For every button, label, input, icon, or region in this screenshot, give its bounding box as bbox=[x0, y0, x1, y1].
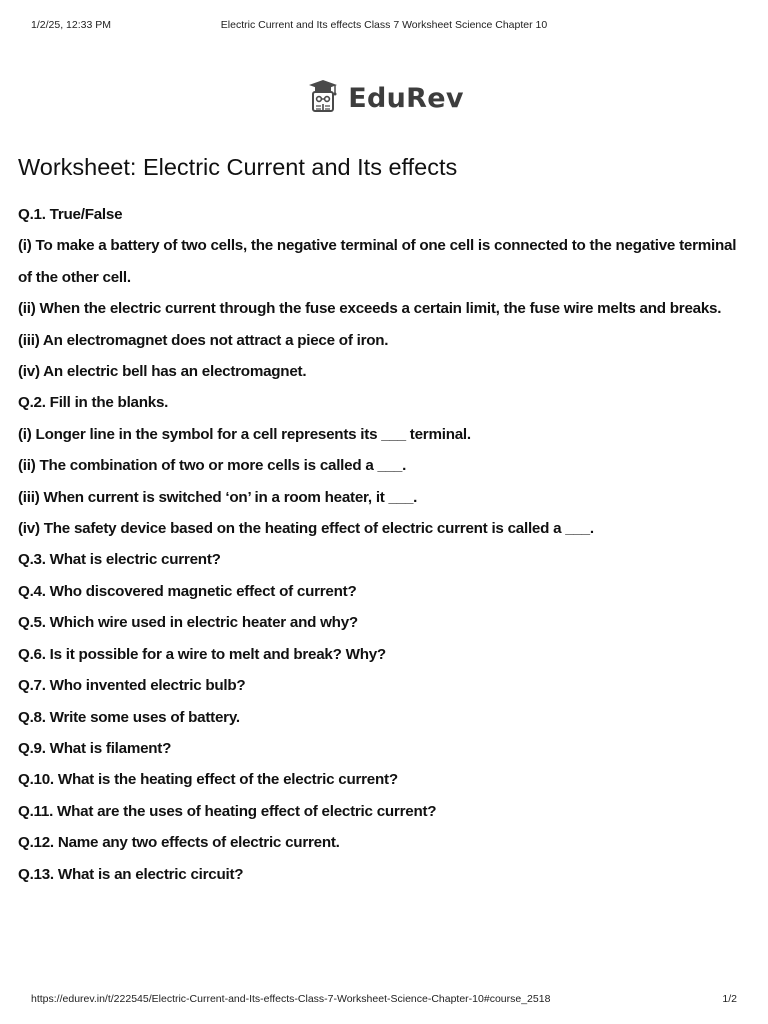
question-heading: Q.10. What is the heating effect of the electric current? bbox=[18, 771, 398, 789]
print-header bbox=[0, 19, 768, 33]
question-item: (iii) An electromagnet does not attract a piece of iron. bbox=[18, 331, 389, 349]
print-document-title: Electric Current and Its effects Class 7 Worksheet Science Chapter 10 bbox=[220, 19, 548, 31]
question-heading: Q.1. True/False bbox=[18, 206, 123, 223]
question-item: (iv) An electric bell has an electromagnet. bbox=[18, 363, 307, 381]
edurev-logo[interactable] bbox=[0, 78, 768, 118]
question-heading: Q.4. Who discovered magnetic effect of current? bbox=[18, 582, 357, 600]
graduate-book-icon bbox=[304, 78, 348, 119]
question-heading: Q.3. What is electric current? bbox=[18, 551, 221, 569]
question-heading: Q.6. Is it possible for a wire to melt and break? Why? bbox=[18, 645, 386, 663]
page-number: 1/2 bbox=[722, 993, 737, 1005]
question-item: (ii) The combination of two or more cells is called a ___. bbox=[18, 457, 407, 475]
question-item: (iii) When current is switched ‘on’ in a room heater, it ___. bbox=[18, 488, 418, 506]
question-heading: Q.5. Which wire used in electric heater and why? bbox=[18, 614, 358, 632]
logo-text: EduRev bbox=[348, 82, 464, 114]
question-item: (i) Longer line in the symbol for a cell represents its ___ terminal. bbox=[18, 425, 471, 443]
print-footer bbox=[0, 993, 768, 1007]
question-heading: Q.11. What are the uses of heating effect of electric current? bbox=[18, 802, 437, 820]
page-url-link[interactable]: https://edurev.in/t/222545/Electric-Current-and-Its-effects-Class-7-Worksheet-Science-Chapter-10#course_2518 bbox=[31, 993, 551, 1005]
question-heading: Q.2. Fill in the blanks. bbox=[18, 394, 169, 412]
question-heading: Q.7. Who invented electric bulb? bbox=[18, 677, 246, 695]
worksheet-title: Worksheet: Electric Current and Its effects bbox=[18, 154, 458, 180]
question-item: (iv) The safety device based on the heating effect of electric current is called a ___. bbox=[18, 520, 594, 538]
question-heading: Q.8. Write some uses of battery. bbox=[18, 708, 240, 726]
question-heading: Q.12. Name any two effects of electric current. bbox=[18, 834, 340, 852]
question-item: (ii) When the electric current through the fuse exceeds a certain limit, the fuse wire melts and breaks. bbox=[18, 300, 722, 318]
print-datetime: 1/2/25, 12:33 PM bbox=[31, 19, 111, 31]
question-item: (i) To make a battery of two cells, the negative terminal of one cell is connected to the negative terminal of the other cell. bbox=[18, 237, 737, 286]
question-list bbox=[18, 199, 748, 890]
question-heading: Q.13. What is an electric circuit? bbox=[18, 865, 244, 883]
question-heading: Q.9. What is filament? bbox=[18, 739, 172, 757]
